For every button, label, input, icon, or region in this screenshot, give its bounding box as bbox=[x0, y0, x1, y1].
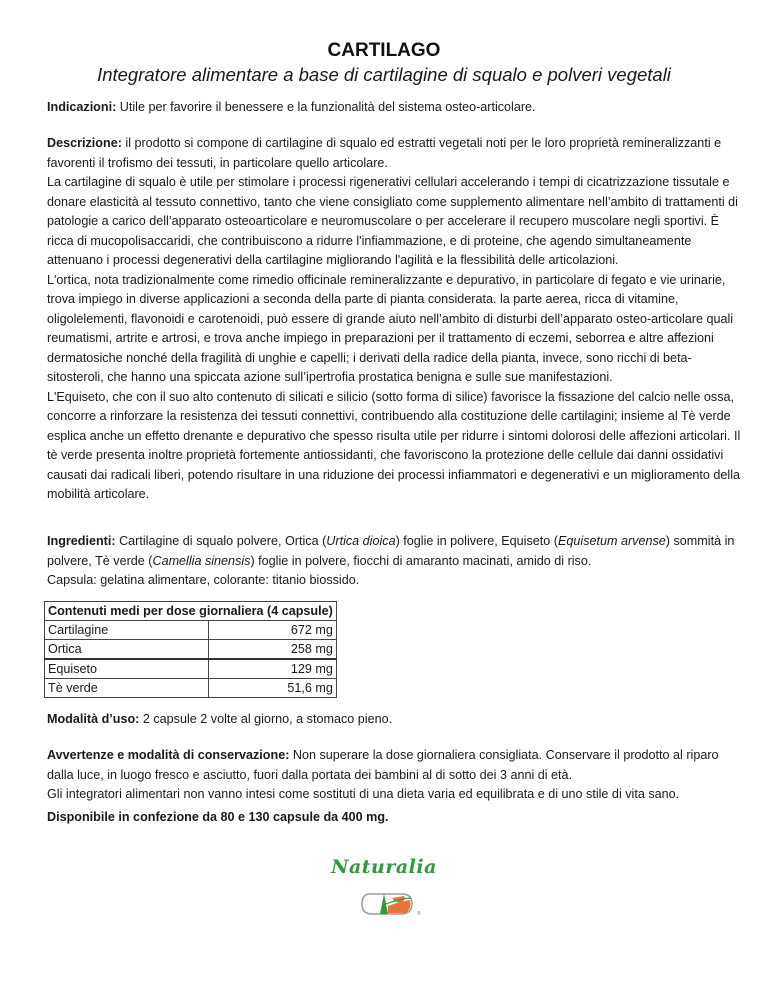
descrizione-paragraph-ortica: L'ortica, nota tradizionalmente come rimedio officinale remineralizzante e depurativo, in particolare di fegato e vie urinarie, trova impiego in diverse applicazioni a seconda della parte di pianta considerata. la parte aerea, ricca di vitamine, oligolelementi, flavonoidi e carotenoidi, può essere di grande aiuto nell’ambito di disturbi dell’apparato osteo-articolare quali reumatismi, artrite e artrosi, e trova anche impiego in preparazioni per il trattamento di eczemi, seborrea e altre affezioni dermatosiche nonché della fragilità di unghie e capelli; i derivati della radice della pianta, invece, sono ricchi di beta-sitosteroli, che hanno una spiccata azione sull’ipertrofia prostatica benigna e sulle sue manifestazioni. bbox=[47, 272, 734, 384]
latin-name: Equisetum arvense bbox=[557, 534, 666, 548]
avvertenze-label: Avvertenze e modalità di conservazione: bbox=[47, 748, 290, 762]
dose-table bbox=[44, 601, 337, 698]
table-row: Ortica 258 mg bbox=[45, 640, 337, 660]
table-row: Equiseto 129 mg bbox=[45, 659, 337, 679]
table-row: Tè verde 51,6 mg bbox=[45, 679, 337, 698]
descrizione-intro: il prodotto si compone di cartilagine di squalo ed estratti vegetali noti per le loro proprietà remineralizzanti e favorenti il trofismo dei tessuti, in particolare quello articolare. bbox=[47, 136, 722, 170]
descrizione-section bbox=[47, 134, 747, 505]
modalita-uso-label: Modalità d’uso: bbox=[47, 712, 140, 726]
product-title: CARTILAGO bbox=[327, 40, 441, 61]
descrizione-paragraph-equiseto: L'Equiseto, che con il suo alto contenuto di silicati e silicio (sotto forma di silice) favorisce la fissazione del calcio nelle ossa, concorre a rinforzare la resistenza dei tessuti connettivi, contribuendo alla costituzione delle cartilagini; insieme al Tè verde esplica anche un effetto drenante e depurativo che spesso risulta utile per ridurre i sintomi dolorosi delle affezioni articolari. Il tè verde presenta inoltre proprietà fortemente antiossidanti, che favoriscono la protezione delle cellule dai danni ossidativi causati dai radicali liberi, potendo risultare in una riduzione dei processi infiammatori e degenerativi e un miglioramento della mobilità articolare. bbox=[47, 389, 741, 501]
table-row: Cartilagine 672 mg bbox=[45, 621, 337, 640]
latin-name: Urtica dioica bbox=[326, 534, 396, 548]
dose-table-header: Contenuti medi per dose giornaliera (4 capsule) bbox=[45, 602, 337, 621]
avvertenze-note: Gli integratori alimentari non vanno intesi come sostituti di una dieta varia ed equilibrata e di uno stile di vita sano. bbox=[47, 787, 680, 801]
disponibile-section bbox=[47, 808, 747, 828]
avvertenze-text: Non superare la dose giornaliera consigliata. Conservare il prodotto al riparo dalla luce, in luogo fresco e asciutto, fuori dalla portata dei bambini al di sotto dei 3 anni di età. bbox=[47, 748, 719, 782]
descrizione-label: Descrizione: bbox=[47, 136, 122, 150]
ingredienti-section: Ingredienti: Cartilagine di squalo polvere, Ortica (Urtica dioica) foglie in polivere, Equiseto (Equisetum arvense) sommità in polvere, Tè verde (Camellia sinensis) foglie in polvere, fiocchi di amaranto macinati, amido di riso. Capsula: gelatina alimentare, colorante: titanio biossido. bbox=[47, 532, 747, 591]
indicazioni-text: Utile per favorire il benessere e la funzionalità del sistema osteo-articolare. bbox=[116, 100, 536, 114]
descrizione-paragraph-cartilagine: La cartilagine di squalo è utile per stimolare i processi rigenerativi cellulari accelerando i tempi di cicatrizzazione tissutale e donare elasticità al tessuto connettivo, tanto che viene consigliato come supplemento alimentare nell’ambito di trattamenti di patologie a carico dell’apparato osteoarticolare e neuromuscolare o per accelerare il recupero muscolare negli sportivi. È ricca di mucopolisaccaridi, che contribuiscono a ridurre l'infiammazione, e di proteine, che agendo simultaneamente attenuano i processi degenerativi della cartilagine migliorando l'agilità e la flessibilità delle articolazioni. bbox=[47, 175, 738, 267]
brand-name: Naturalia bbox=[331, 856, 437, 878]
latin-name: Camellia sinensis bbox=[152, 553, 251, 568]
disponibile-text: Disponibile in confezione da 80 e 130 capsule da 400 mg. bbox=[47, 810, 389, 824]
indicazioni-section bbox=[47, 98, 747, 118]
capsula-text: Capsula: gelatina alimentare, colorante: titanio biossido. bbox=[47, 573, 360, 587]
naturalia-logo bbox=[322, 856, 446, 918]
modalita-uso-section bbox=[47, 710, 747, 730]
avvertenze-section bbox=[47, 746, 747, 805]
ingredienti-label: Ingredienti bbox=[47, 534, 112, 548]
indicazioni-label: Indicazioni: bbox=[47, 100, 117, 114]
logo-emblem bbox=[362, 894, 421, 917]
modalita-uso-text: 2 capsule 2 volte al giorno, a stomaco pieno. bbox=[139, 712, 393, 726]
svg-text:®: ® bbox=[417, 911, 421, 917]
product-subtitle: Integratore alimentare a base di cartilagine di squalo e polveri vegetali bbox=[97, 64, 671, 85]
mortar-leaf-icon bbox=[322, 856, 446, 918]
